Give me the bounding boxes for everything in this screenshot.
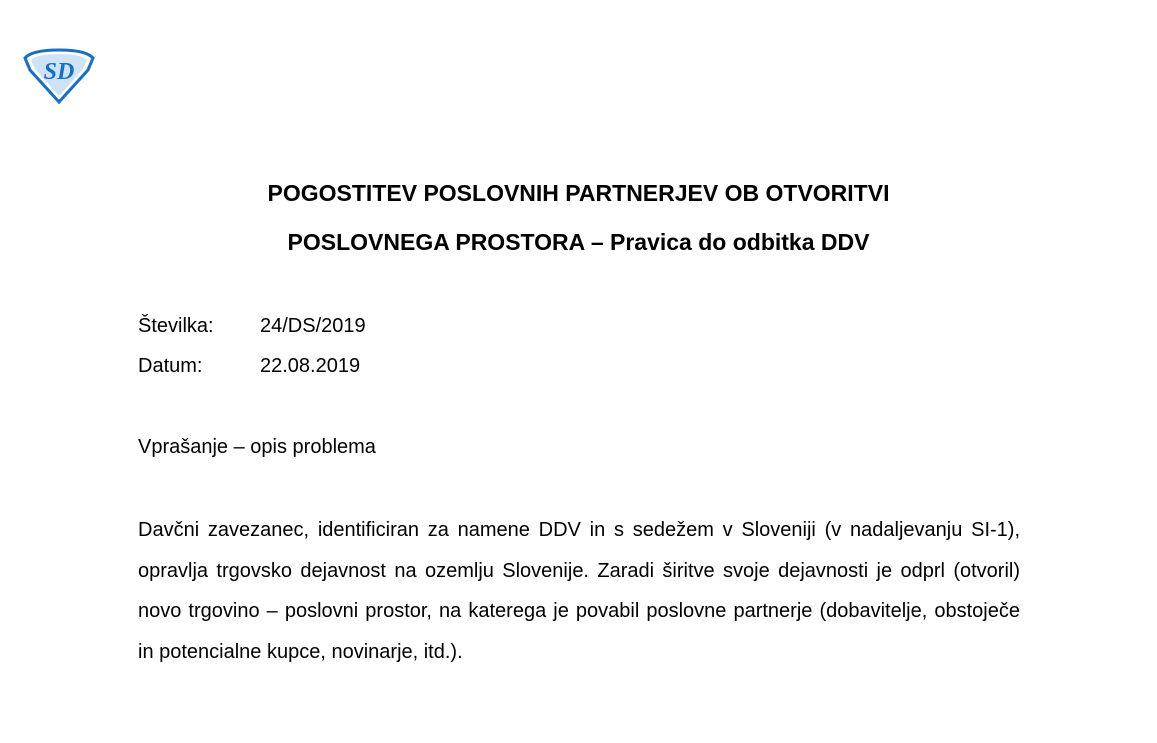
document-title-line2: POSLOVNEGA PROSTORA – Pravica do odbitka DDV xyxy=(287,229,870,255)
document-title-line1: POGOSTITEV POSLOVNIH PARTNERJEV OB OTVORITVI xyxy=(267,180,890,206)
document-date-row xyxy=(138,354,360,378)
document-date-label: Datum: xyxy=(138,355,203,377)
logo-lettering: SD xyxy=(43,59,75,85)
document-number-value: 24/DS/2019 xyxy=(260,315,366,337)
document-number-row xyxy=(138,314,366,338)
document-number-label: Številka: xyxy=(138,315,214,337)
document-date-value: 22.08.2019 xyxy=(260,355,361,377)
section-heading: Vprašanje – opis problema xyxy=(138,436,376,458)
company-logo xyxy=(22,48,96,104)
shield-logo-icon xyxy=(22,48,96,104)
body-paragraph: Davčni zavezanec, identificiran za namene DDV in s sedežem v Sloveniji (v nadaljevanju SI-1), opravlja trgovsko dejavnost na ozemlju Slovenije. Zaradi širitve svoje dejavnosti je odprl (otvoril) novo trgovino – poslovni prostor, na katerega je povabil poslovne partnerje (dobavitelje, obstoječe in potencialne kupce, novinarje, itd.). xyxy=(138,519,1020,663)
